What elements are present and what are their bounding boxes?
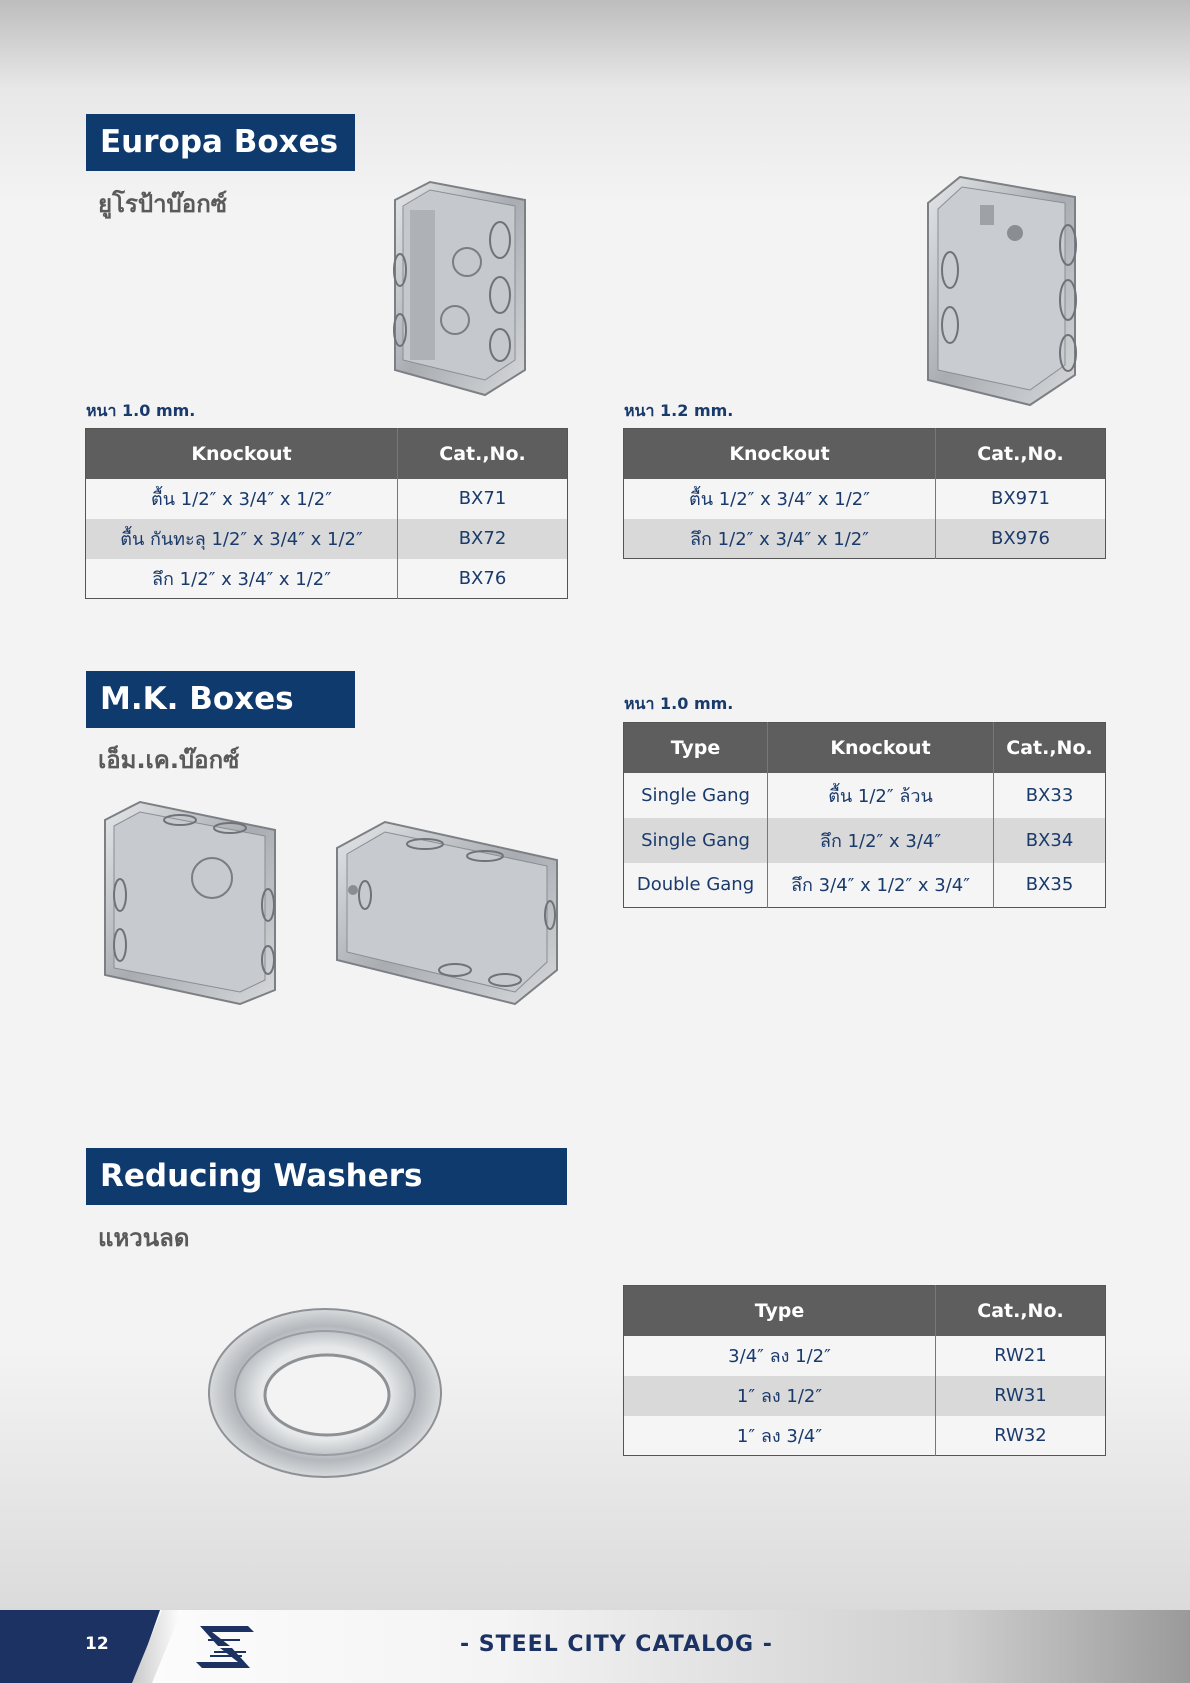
mk-box-double-photo (335, 820, 560, 1005)
cat-no-cell: BX976 (936, 519, 1106, 559)
table-row (86, 479, 568, 519)
mk-thickness: หนา 1.0 mm. (624, 694, 734, 713)
cat-no-cell: RW31 (936, 1376, 1106, 1416)
knockout-cell: ลึก 1/2″ x 3/4″ (768, 818, 994, 863)
table-row (86, 519, 568, 559)
washers-subtitle: แหวนลด (98, 1224, 190, 1252)
col-cat-no: Cat.,No. (936, 1286, 1106, 1336)
washers-title: Reducing Washers (86, 1148, 567, 1205)
type-cell: Double Gang (624, 863, 768, 908)
cat-no-cell: BX35 (994, 863, 1106, 908)
type-cell: Single Gang (624, 773, 768, 818)
table-row (624, 479, 1106, 519)
reducing-washer-photo (205, 1305, 445, 1485)
table-row (624, 519, 1106, 559)
knockout-cell: ลึก 1/2″ x 3/4″ x 1/2″ (86, 559, 398, 599)
table-row (624, 1416, 1106, 1456)
col-type: Type (624, 1286, 936, 1336)
table-row (624, 1336, 1106, 1376)
europa-right-thickness: หนา 1.2 mm. (624, 401, 734, 420)
knockout-cell: ตื้น กันทะลุ 1/2″ x 3/4″ x 1/2″ (86, 519, 398, 559)
page-footer (0, 1610, 1190, 1683)
knockout-cell: ตื้น 1/2″ x 3/4″ x 1/2″ (624, 479, 936, 519)
page-number: 12 (85, 1634, 109, 1654)
cat-no-cell: BX71 (398, 479, 568, 519)
knockout-cell: ลึก 1/2″ x 3/4″ x 1/2″ (624, 519, 936, 559)
knockout-cell: ตื้น 1/2″ ล้วน (768, 773, 994, 818)
europa-left-table (85, 428, 568, 599)
col-type: Type (624, 723, 768, 773)
washers-table (623, 1285, 1106, 1456)
mk-table (623, 722, 1106, 908)
mk-title: M.K. Boxes (86, 671, 355, 728)
cat-no-cell: BX76 (398, 559, 568, 599)
type-cell: Single Gang (624, 818, 768, 863)
knockout-cell: ลึก 3/4″ x 1/2″ x 3/4″ (768, 863, 994, 908)
cat-no-cell: BX72 (398, 519, 568, 559)
table-row (624, 863, 1106, 908)
col-cat-no: Cat.,No. (994, 723, 1106, 773)
europa-box-photo-left (385, 180, 530, 400)
type-cell: 1″ ลง 3/4″ (624, 1416, 936, 1456)
knockout-cell: ตื้น 1/2″ x 3/4″ x 1/2″ (86, 479, 398, 519)
footer-page-badge (0, 1610, 160, 1683)
cat-no-cell: BX34 (994, 818, 1106, 863)
col-cat-no: Cat.,No. (936, 429, 1106, 479)
europa-subtitle: ยูโรป้าบ๊อกซ์ (98, 190, 228, 218)
cat-no-cell: RW21 (936, 1336, 1106, 1376)
catalog-title: - STEEL CITY CATALOG - (460, 1632, 773, 1657)
steel-city-logo-icon (190, 1618, 260, 1676)
table-row (624, 773, 1106, 818)
cat-no-cell: BX33 (994, 773, 1106, 818)
europa-title: Europa Boxes (86, 114, 355, 171)
table-row (624, 1376, 1106, 1416)
col-knockout: Knockout (768, 723, 994, 773)
cat-no-cell: RW32 (936, 1416, 1106, 1456)
col-knockout: Knockout (86, 429, 398, 479)
cat-no-cell: BX971 (936, 479, 1106, 519)
table-row (86, 559, 568, 599)
mk-subtitle: เอ็ม.เค.บ๊อกซ์ (98, 746, 240, 774)
europa-left-thickness: หนา 1.0 mm. (86, 401, 196, 420)
table-row (624, 818, 1106, 863)
col-knockout: Knockout (624, 429, 936, 479)
col-cat-no: Cat.,No. (398, 429, 568, 479)
type-cell: 3/4″ ลง 1/2″ (624, 1336, 936, 1376)
europa-right-table (623, 428, 1106, 559)
mk-box-single-photo (100, 800, 280, 1005)
type-cell: 1″ ลง 1/2″ (624, 1376, 936, 1416)
europa-box-photo-right (920, 175, 1080, 407)
